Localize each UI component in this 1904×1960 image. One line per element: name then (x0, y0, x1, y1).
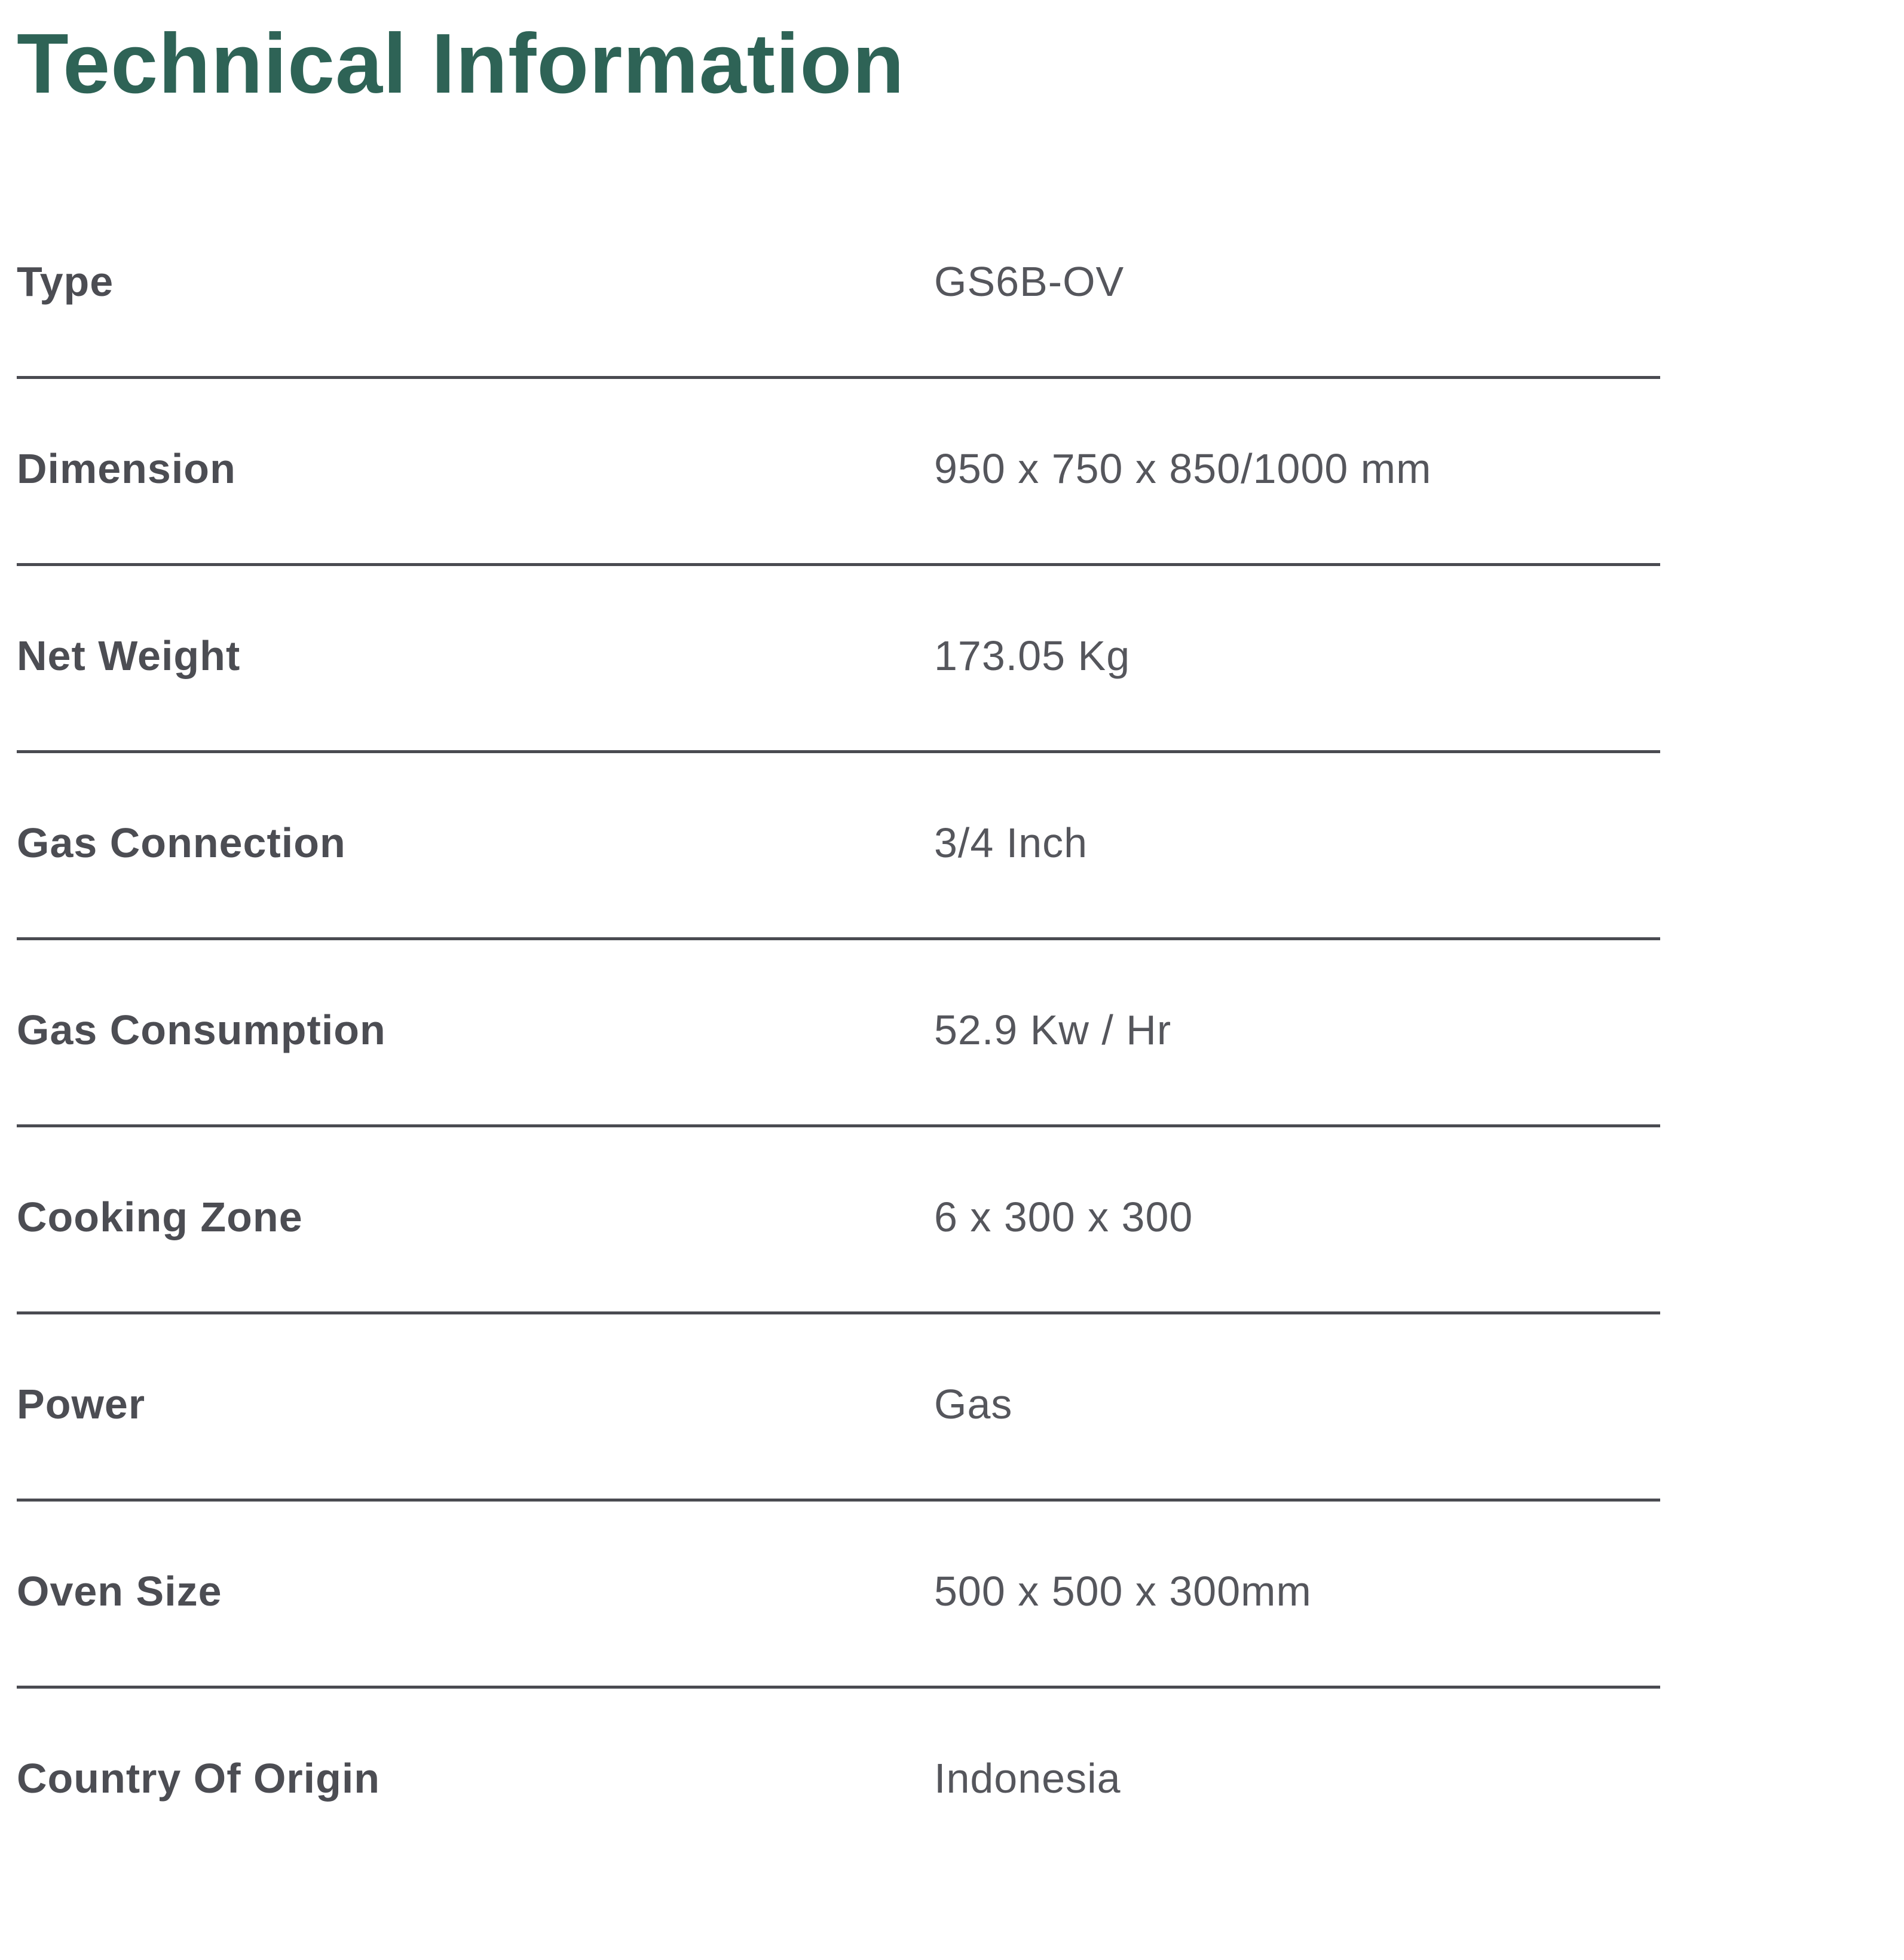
table-row (17, 379, 1660, 566)
table-row (17, 940, 1660, 1127)
row-value: 950 x 750 x 850/1000 mm (934, 445, 1432, 492)
row-value: 52.9 Kw / Hr (934, 1007, 1172, 1053)
table-row (17, 566, 1660, 753)
table-row (17, 1502, 1660, 1689)
row-label: Net Weight (17, 632, 241, 679)
row-label: Country Of Origin (17, 1755, 381, 1802)
row-value: 6 x 300 x 300 (934, 1194, 1193, 1240)
spec-table (17, 192, 1660, 1876)
row-label: Oven Size (17, 1568, 222, 1615)
technical-information-page (0, 16, 1904, 1960)
page-title: Technical Information (17, 16, 905, 111)
row-value: 500 x 500 x 300mm (934, 1568, 1312, 1615)
row-value: GS6B-OV (934, 258, 1125, 305)
table-row (17, 192, 1660, 379)
table-row (17, 753, 1660, 940)
table-row (17, 1127, 1660, 1314)
row-value: Indonesia (934, 1755, 1121, 1802)
row-label: Power (17, 1381, 146, 1427)
row-label: Dimension (17, 445, 236, 492)
row-label: Gas Consumption (17, 1007, 386, 1053)
row-value: 3/4 Inch (934, 820, 1088, 866)
row-label: Gas Connection (17, 820, 346, 866)
table-row (17, 1314, 1660, 1502)
row-value: Gas (934, 1381, 1013, 1427)
table-row (17, 1689, 1660, 1876)
row-label: Type (17, 258, 114, 305)
row-value: 173.05 Kg (934, 632, 1131, 679)
row-label: Cooking Zone (17, 1194, 303, 1240)
